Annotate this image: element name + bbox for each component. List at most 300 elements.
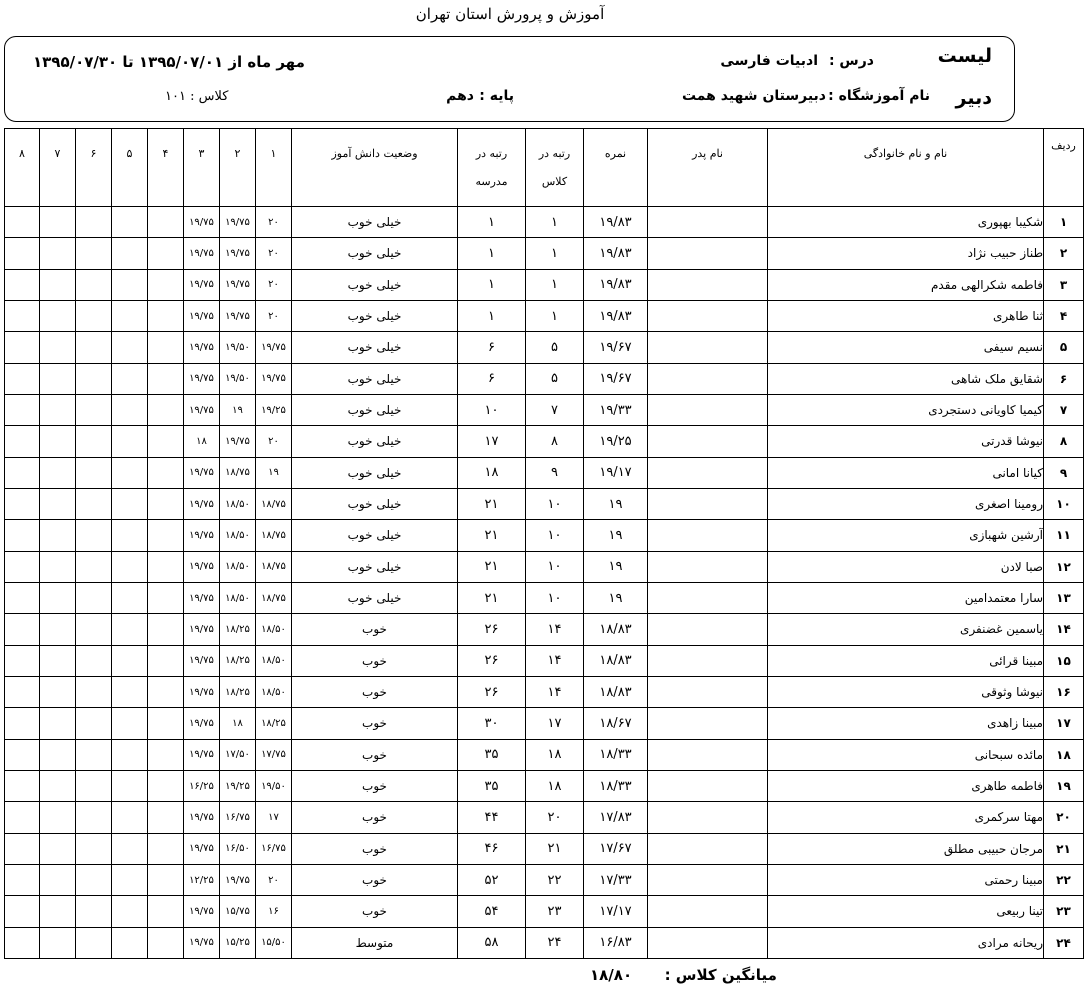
score-5 [112, 833, 148, 864]
grade-value: ۱۹/۶۷ [584, 363, 648, 394]
score-1: ۱۸/۷۵ [256, 520, 292, 551]
score-7 [40, 802, 76, 833]
score-6 [76, 488, 112, 519]
subject-value: ادبیات فارسی [720, 53, 818, 69]
father-name [648, 896, 768, 927]
student-status: خیلی خوب [292, 488, 458, 519]
score-2: ۱۶/۵۰ [220, 833, 256, 864]
score-8 [5, 739, 40, 770]
report-header [4, 36, 1015, 122]
table-row [5, 927, 1084, 958]
student-status: خوب [292, 770, 458, 801]
table-row [5, 645, 1084, 676]
grade-value: ۱۸/۸۳ [584, 645, 648, 676]
student-status: خوب [292, 802, 458, 833]
father-name [648, 927, 768, 958]
col-score-8: ۸ [5, 129, 40, 207]
score-8 [5, 457, 40, 488]
student-status: خیلی خوب [292, 363, 458, 394]
father-name [648, 457, 768, 488]
grade-value: ۱۸/۸۳ [584, 676, 648, 707]
score-4 [148, 833, 184, 864]
score-3: ۱۹/۷۵ [184, 300, 220, 331]
score-7 [40, 864, 76, 895]
school-rank: ۲۶ [458, 614, 526, 645]
score-7 [40, 457, 76, 488]
score-5 [112, 269, 148, 300]
table-row [5, 802, 1084, 833]
table-row [5, 770, 1084, 801]
student-name: مرجان حبیبی مطلق [768, 833, 1044, 864]
score-8 [5, 645, 40, 676]
score-5 [112, 708, 148, 739]
score-3: ۱۸ [184, 426, 220, 457]
score-8 [5, 332, 40, 363]
score-3: ۱۹/۷۵ [184, 238, 220, 269]
score-2: ۱۷/۵۰ [220, 739, 256, 770]
student-name: نسیم سیفی [768, 332, 1044, 363]
score-5 [112, 551, 148, 582]
score-4 [148, 332, 184, 363]
class-rank: ۲۲ [526, 864, 584, 895]
score-4 [148, 896, 184, 927]
col-score-7: ۷ [40, 129, 76, 207]
score-2: ۱۸/۲۵ [220, 676, 256, 707]
score-7 [40, 300, 76, 331]
score-2: ۱۹ [220, 394, 256, 425]
score-8 [5, 802, 40, 833]
score-8 [5, 488, 40, 519]
row-number: ۲۲ [1044, 864, 1084, 895]
student-status: خوب [292, 645, 458, 676]
father-name [648, 864, 768, 895]
table-header-row [5, 129, 1084, 207]
grade-value: ۱۹/۱۷ [584, 457, 648, 488]
student-status: خیلی خوب [292, 551, 458, 582]
score-2: ۱۹/۲۵ [220, 770, 256, 801]
student-name: رومینا اصغری [768, 488, 1044, 519]
class-rank: ۱ [526, 238, 584, 269]
school-rank: ۲۶ [458, 676, 526, 707]
score-3: ۱۹/۷۵ [184, 614, 220, 645]
score-1: ۱۹ [256, 457, 292, 488]
grade-value: ۱۸/۸۳ [584, 614, 648, 645]
score-2: ۱۸/۵۰ [220, 551, 256, 582]
score-3: ۱۹/۷۵ [184, 207, 220, 238]
col-score-5: ۵ [112, 129, 148, 207]
student-name: شقایق ملک شاهی [768, 363, 1044, 394]
score-1: ۱۷ [256, 802, 292, 833]
score-7 [40, 614, 76, 645]
score-5 [112, 739, 148, 770]
score-4 [148, 802, 184, 833]
score-5 [112, 457, 148, 488]
student-status: خیلی خوب [292, 520, 458, 551]
school-rank: ۴۶ [458, 833, 526, 864]
father-name [648, 770, 768, 801]
col-score-6: ۶ [76, 129, 112, 207]
student-name: مبینا زاهدی [768, 708, 1044, 739]
score-4 [148, 770, 184, 801]
class-rank: ۲۱ [526, 833, 584, 864]
school-rank: ۱ [458, 269, 526, 300]
score-3: ۱۹/۷۵ [184, 520, 220, 551]
grade-value: ۱۹/۸۳ [584, 238, 648, 269]
grade-value: ۱۷/۶۷ [584, 833, 648, 864]
school-rank: ۲۱ [458, 551, 526, 582]
col-class-rank-line1: رتبه در [538, 146, 571, 160]
score-1: ۱۷/۷۵ [256, 739, 292, 770]
student-name: آرشین شهبازی [768, 520, 1044, 551]
period-text: مهر ماه از ۱۳۹۵/۰۷/۰۱ تا ۱۳۹۵/۰۷/۳۰ [33, 53, 305, 71]
table-row [5, 864, 1084, 895]
grade-value: ۱۸/۶۷ [584, 708, 648, 739]
row-number: ۲ [1044, 238, 1084, 269]
score-6 [76, 300, 112, 331]
score-1: ۱۵/۵۰ [256, 927, 292, 958]
class-rank: ۱۰ [526, 520, 584, 551]
score-5 [112, 332, 148, 363]
grade-value: ۱۸/۳۳ [584, 770, 648, 801]
score-3: ۱۹/۷۵ [184, 457, 220, 488]
student-name: ریحانه مرادی [768, 927, 1044, 958]
score-4 [148, 520, 184, 551]
score-3: ۱۹/۷۵ [184, 363, 220, 394]
class-rank: ۱۰ [526, 582, 584, 613]
col-school-rank-line1: رتبه در [475, 146, 508, 160]
score-3: ۱۹/۷۵ [184, 394, 220, 425]
score-8 [5, 207, 40, 238]
score-4 [148, 488, 184, 519]
school-rank: ۵۲ [458, 864, 526, 895]
table-row [5, 739, 1084, 770]
grade-value: ۱۷/۳۳ [584, 864, 648, 895]
student-status: خیلی خوب [292, 582, 458, 613]
grade-value: ۱۹/۸۳ [584, 269, 648, 300]
table-row [5, 394, 1084, 425]
score-7 [40, 488, 76, 519]
student-name: مائده سبحانی [768, 739, 1044, 770]
school-rank: ۱ [458, 238, 526, 269]
grade-value: ۱۹ [584, 582, 648, 613]
score-1: ۱۹/۷۵ [256, 332, 292, 363]
score-4 [148, 363, 184, 394]
score-2: ۱۹/۷۵ [220, 207, 256, 238]
student-name: تینا ربیعی [768, 896, 1044, 927]
score-4 [148, 269, 184, 300]
class-rank: ۱۴ [526, 676, 584, 707]
class-average-label: میانگین کلاس : [664, 966, 777, 984]
score-4 [148, 582, 184, 613]
father-name [648, 833, 768, 864]
class-rank: ۱ [526, 269, 584, 300]
score-5 [112, 676, 148, 707]
score-1: ۱۸/۲۵ [256, 708, 292, 739]
score-7 [40, 770, 76, 801]
score-2: ۱۶/۷۵ [220, 802, 256, 833]
class-rank: ۱ [526, 300, 584, 331]
score-8 [5, 426, 40, 457]
score-7 [40, 207, 76, 238]
score-2: ۱۸/۵۰ [220, 520, 256, 551]
score-6 [76, 927, 112, 958]
score-8 [5, 394, 40, 425]
row-number: ۲۱ [1044, 833, 1084, 864]
score-3: ۱۹/۷۵ [184, 708, 220, 739]
score-6 [76, 207, 112, 238]
score-1: ۲۰ [256, 207, 292, 238]
row-number: ۴ [1044, 300, 1084, 331]
student-status: خیلی خوب [292, 426, 458, 457]
score-8 [5, 770, 40, 801]
score-5 [112, 488, 148, 519]
table-row [5, 896, 1084, 927]
score-7 [40, 676, 76, 707]
row-number: ۶ [1044, 363, 1084, 394]
school-rank: ۳۵ [458, 739, 526, 770]
score-4 [148, 927, 184, 958]
father-name [648, 676, 768, 707]
father-name [648, 269, 768, 300]
score-6 [76, 520, 112, 551]
score-3: ۱۹/۷۵ [184, 896, 220, 927]
score-5 [112, 927, 148, 958]
score-5 [112, 394, 148, 425]
student-name: یاسمین غضنفری [768, 614, 1044, 645]
row-number: ۲۳ [1044, 896, 1084, 927]
score-6 [76, 614, 112, 645]
score-6 [76, 269, 112, 300]
score-8 [5, 551, 40, 582]
table-row [5, 833, 1084, 864]
school-rank: ۵۴ [458, 896, 526, 927]
score-5 [112, 614, 148, 645]
class-rank: ۱۴ [526, 645, 584, 676]
score-6 [76, 332, 112, 363]
score-1: ۱۸/۷۵ [256, 488, 292, 519]
grade-value: ۱۹ [584, 520, 648, 551]
grade-value: ۱۶/۸۳ [584, 927, 648, 958]
score-1: ۱۶ [256, 896, 292, 927]
class-rank: ۸ [526, 426, 584, 457]
student-name: فاطمه شکرالهی مقدم [768, 269, 1044, 300]
student-name: نیوشا قدرتی [768, 426, 1044, 457]
class-rank: ۲۳ [526, 896, 584, 927]
score-4 [148, 426, 184, 457]
score-5 [112, 238, 148, 269]
score-1: ۱۹/۷۵ [256, 363, 292, 394]
table-row [5, 676, 1084, 707]
father-name [648, 708, 768, 739]
student-status: خوب [292, 864, 458, 895]
student-name: کیمیا کاویانی دستجردی [768, 394, 1044, 425]
table-row [5, 582, 1084, 613]
score-3: ۱۶/۲۵ [184, 770, 220, 801]
score-2: ۱۸/۷۵ [220, 457, 256, 488]
student-status: متوسط [292, 927, 458, 958]
score-8 [5, 269, 40, 300]
score-5 [112, 896, 148, 927]
student-status: خوب [292, 708, 458, 739]
student-status: خیلی خوب [292, 238, 458, 269]
score-4 [148, 551, 184, 582]
score-7 [40, 708, 76, 739]
student-status: خوب [292, 614, 458, 645]
grade-value: ۱۹/۲۵ [584, 426, 648, 457]
score-6 [76, 394, 112, 425]
grade-label: پایه : [479, 88, 514, 104]
score-2: ۱۵/۲۵ [220, 927, 256, 958]
student-status: خوب [292, 833, 458, 864]
score-3: ۱۹/۷۵ [184, 739, 220, 770]
table-row [5, 238, 1084, 269]
score-8 [5, 614, 40, 645]
score-7 [40, 394, 76, 425]
father-name [648, 582, 768, 613]
score-1: ۲۰ [256, 864, 292, 895]
score-4 [148, 300, 184, 331]
col-score-4: ۴ [148, 129, 184, 207]
student-status: خیلی خوب [292, 207, 458, 238]
student-status: خوب [292, 896, 458, 927]
grade-value: دهم [446, 88, 474, 104]
row-number: ۷ [1044, 394, 1084, 425]
row-number: ۲۰ [1044, 802, 1084, 833]
class-rank: ۱۴ [526, 614, 584, 645]
school-label: نام آموزشگاه : [828, 88, 930, 104]
grades-table [4, 128, 1084, 959]
score-8 [5, 676, 40, 707]
father-name [648, 520, 768, 551]
student-name: مبینا رحمتی [768, 864, 1044, 895]
score-7 [40, 238, 76, 269]
grade-value: ۱۷/۸۳ [584, 802, 648, 833]
score-4 [148, 457, 184, 488]
score-8 [5, 520, 40, 551]
score-1: ۲۰ [256, 426, 292, 457]
father-name [648, 739, 768, 770]
score-4 [148, 394, 184, 425]
class-rank: ۱۸ [526, 770, 584, 801]
school-rank: ۱ [458, 300, 526, 331]
student-name: ثنا طاهری [768, 300, 1044, 331]
school-value: دبیرستان شهید همت [681, 88, 826, 104]
score-7 [40, 645, 76, 676]
class-rank: ۲۰ [526, 802, 584, 833]
table-row [5, 300, 1084, 331]
score-2: ۱۸/۵۰ [220, 488, 256, 519]
score-4 [148, 645, 184, 676]
score-5 [112, 582, 148, 613]
col-score-1: ۱ [256, 129, 292, 207]
score-1: ۲۰ [256, 238, 292, 269]
page-title: آموزش و پرورش استان تهران [415, 5, 605, 23]
row-number: ۸ [1044, 426, 1084, 457]
row-number: ۹ [1044, 457, 1084, 488]
score-5 [112, 645, 148, 676]
table-row [5, 488, 1084, 519]
score-7 [40, 426, 76, 457]
col-row: ردیف [1044, 129, 1084, 207]
class-average [590, 966, 777, 984]
row-number: ۱ [1044, 207, 1084, 238]
class-rank: ۷ [526, 394, 584, 425]
class-rank: ۲۴ [526, 927, 584, 958]
grade-value: ۱۹ [584, 488, 648, 519]
col-score-3: ۳ [184, 129, 220, 207]
class-rank: ۱۰ [526, 488, 584, 519]
grade-value: ۱۹/۶۷ [584, 332, 648, 363]
student-name: سارا معتمدامین [768, 582, 1044, 613]
score-4 [148, 207, 184, 238]
col-father: نام پدر [648, 129, 768, 207]
table-row [5, 708, 1084, 739]
school-rank: ۲۱ [458, 488, 526, 519]
father-name [648, 802, 768, 833]
grade-value: ۱۸/۳۳ [584, 739, 648, 770]
score-2: ۱۸/۲۵ [220, 614, 256, 645]
student-status: خیلی خوب [292, 394, 458, 425]
school-rank: ۱۸ [458, 457, 526, 488]
father-name [648, 238, 768, 269]
score-7 [40, 332, 76, 363]
row-number: ۱۰ [1044, 488, 1084, 519]
teacher-word: دبیر [955, 87, 992, 109]
score-1: ۱۸/۷۵ [256, 582, 292, 613]
school-rank: ۱ [458, 207, 526, 238]
score-2: ۱۹/۵۰ [220, 332, 256, 363]
score-2: ۱۹/۷۵ [220, 269, 256, 300]
school-rank: ۶ [458, 363, 526, 394]
class-rank: ۱۷ [526, 708, 584, 739]
father-name [648, 300, 768, 331]
score-1: ۱۹/۵۰ [256, 770, 292, 801]
score-2: ۱۹/۷۵ [220, 864, 256, 895]
class-rank: ۵ [526, 363, 584, 394]
score-5 [112, 207, 148, 238]
score-3: ۱۹/۷۵ [184, 833, 220, 864]
score-7 [40, 269, 76, 300]
row-number: ۲۴ [1044, 927, 1084, 958]
class-rank: ۱۸ [526, 739, 584, 770]
school-rank: ۶ [458, 332, 526, 363]
score-7 [40, 363, 76, 394]
score-6 [76, 864, 112, 895]
score-3: ۱۹/۷۵ [184, 551, 220, 582]
score-2: ۱۸ [220, 708, 256, 739]
father-name [648, 426, 768, 457]
row-number: ۱۴ [1044, 614, 1084, 645]
score-7 [40, 739, 76, 770]
score-6 [76, 457, 112, 488]
row-number: ۱۲ [1044, 551, 1084, 582]
row-number: ۱۵ [1044, 645, 1084, 676]
father-name [648, 645, 768, 676]
score-4 [148, 864, 184, 895]
score-8 [5, 238, 40, 269]
row-number: ۱۳ [1044, 582, 1084, 613]
student-name: نیوشا وثوقی [768, 676, 1044, 707]
score-2: ۱۹/۷۵ [220, 426, 256, 457]
score-1: ۱۸/۷۵ [256, 551, 292, 582]
score-1: ۲۰ [256, 269, 292, 300]
score-1: ۱۸/۵۰ [256, 676, 292, 707]
student-status: خیلی خوب [292, 457, 458, 488]
school-rank: ۳۵ [458, 770, 526, 801]
col-name: نام و نام خانوادگی [768, 129, 1044, 207]
score-6 [76, 896, 112, 927]
score-8 [5, 896, 40, 927]
